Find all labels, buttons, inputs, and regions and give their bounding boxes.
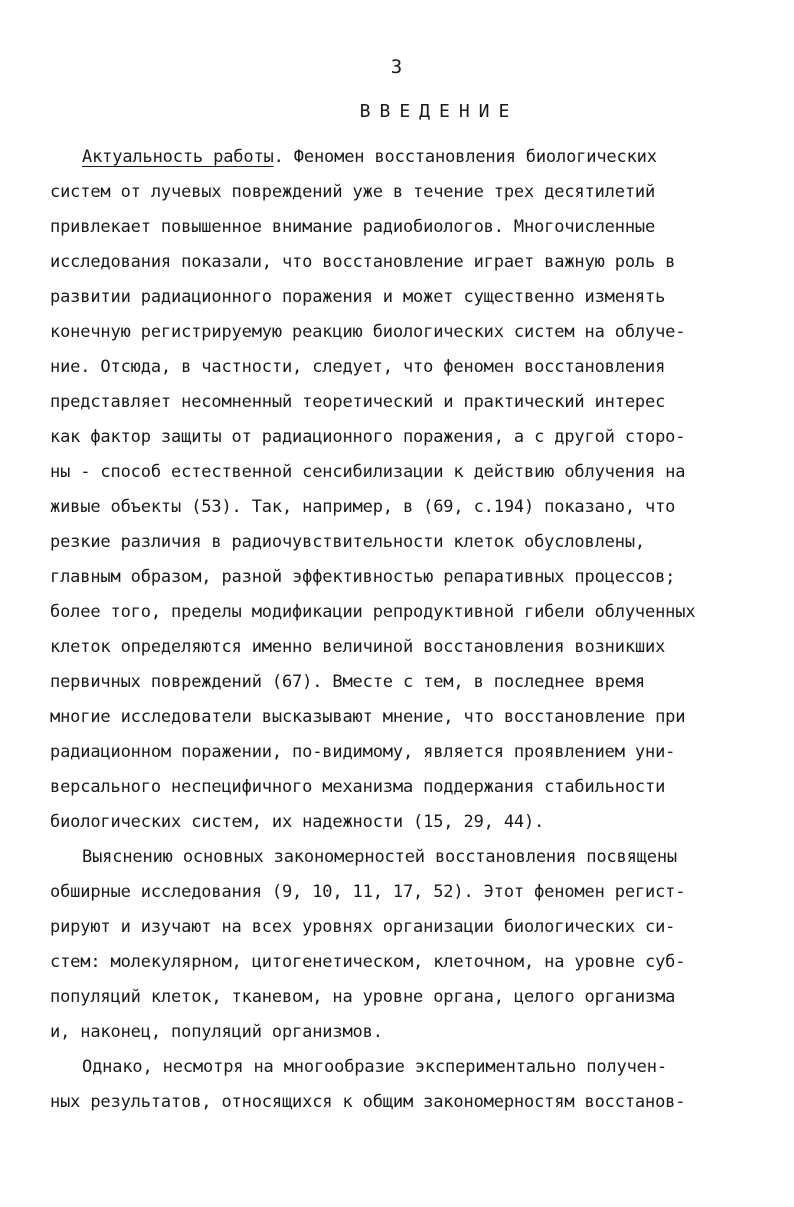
- section-heading: ВВЕДЕНИЕ: [359, 101, 519, 122]
- paragraph-line: резкие различия в радиочувствительности клеток обусловлены,: [50, 532, 646, 552]
- paragraph-line: обширные исследования (9, 10, 11, 17, 52). Этот феномен регист-: [50, 882, 686, 902]
- relevance-label: Актуальность работы: [82, 147, 274, 167]
- paragraph-line: многие исследователи высказывают мнение, что восстановление при: [50, 707, 686, 727]
- paragraph-line: развитии радиационного поражения и может существенно изменять: [50, 287, 666, 307]
- page-number: 3: [390, 56, 404, 78]
- paragraph-line: клеток определяются именно величиной восстановления возникших: [50, 637, 666, 657]
- paragraph-line: первичных повреждений (67). Вместе с тем, в последнее время: [50, 672, 646, 692]
- paragraph-line: ны - способ естественной сенсибилизации к действию облучения на: [50, 462, 686, 482]
- paragraph-line: живые объекты (53). Так, например, в (69, с.194) показано, что: [50, 497, 676, 517]
- paragraph-line: рируют и изучают на всех уровнях организации биологических си-: [50, 917, 676, 937]
- paragraph-line: привлекает повышенное внимание радиобиологов. Многочисленные: [50, 217, 656, 237]
- paragraph-line: ных результатов, относящихся к общим закономерностям восстанов-: [50, 1092, 686, 1112]
- paragraph-line: Выяснению основных закономерностей восстановления посвящены: [82, 847, 678, 867]
- paragraph-research: [50, 840, 740, 1050]
- paragraph-line: стем: молекулярном, цитогенетическом, клеточном, на уровне суб-: [50, 952, 686, 972]
- paragraph-line: Актуальность работы. Феномен восстановления биологических: [82, 147, 657, 167]
- paragraph-line: как фактор защиты от радиационного поражения, а с другой сторо-: [50, 427, 686, 447]
- paragraph-line: главным образом, разной эффективностью репаративных процессов;: [50, 567, 676, 587]
- paragraph-line: биологических систем, их надежности (15, 29, 44).: [50, 812, 545, 832]
- paragraph-line: радиационном поражении, по-видимому, является проявлением уни-: [50, 742, 676, 762]
- paragraph-however: [50, 1050, 740, 1120]
- paragraph-line: более того, пределы модификации репродуктивной гибели облученных: [50, 602, 696, 622]
- paragraph-line: представляет несомненный теоретический и практический интерес: [50, 392, 666, 412]
- paragraph-line: исследования показали, что восстановление играет важную роль в: [50, 252, 676, 272]
- paragraph-line: конечную регистрируемую реакцию биологических систем на облуче-: [50, 322, 686, 342]
- paragraph-line: ние. Отсюда, в частности, следует, что феномен восстановления: [50, 357, 666, 377]
- paragraph-line: систем от лучевых повреждений уже в течение трех десятилетий: [50, 182, 656, 202]
- paragraph-line: и, наконец, популяций организмов.: [50, 1022, 383, 1042]
- paragraph-relevance: [50, 140, 740, 840]
- paragraph-line: популяций клеток, тканевом, на уровне органа, целого организма: [50, 987, 676, 1007]
- paragraph-line: версального неспецифичного механизма поддержания стабильности: [50, 777, 666, 797]
- paragraph-line: Однако, несмотря на многообразие экспериментально получен-: [82, 1057, 667, 1077]
